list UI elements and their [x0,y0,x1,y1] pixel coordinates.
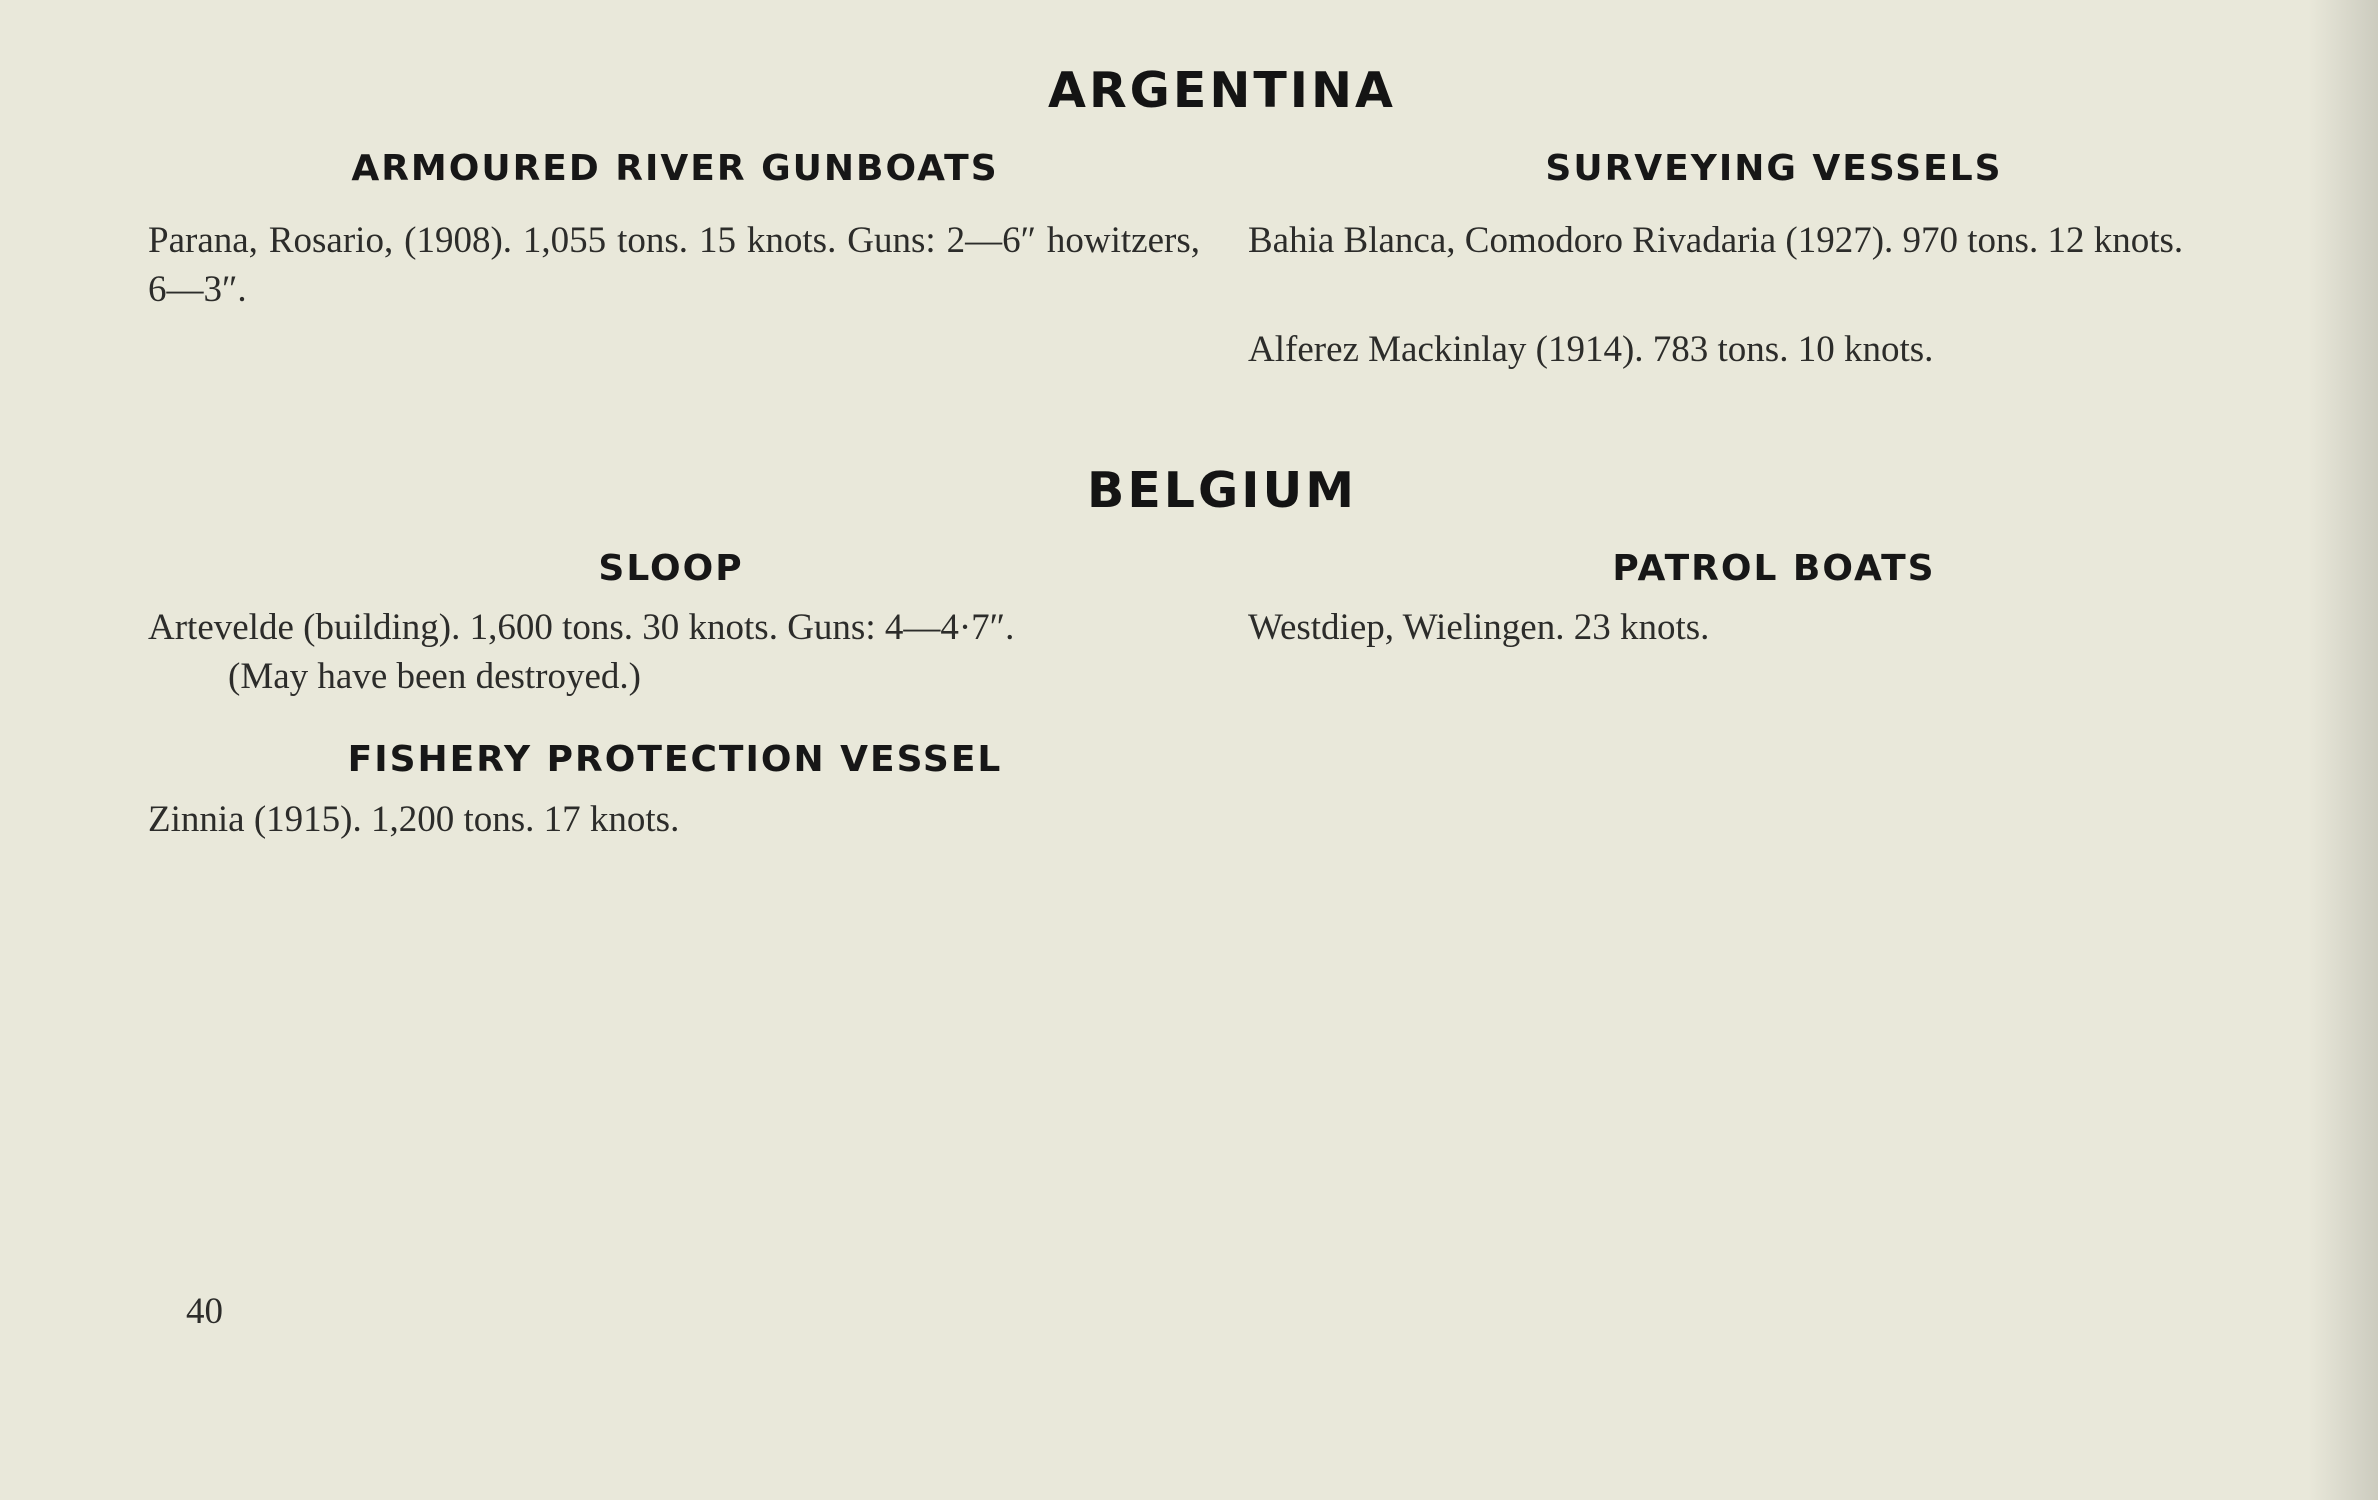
entry-artevelde: Artevelde (building). 1,600 tons. 30 knots. Guns: 4—4·7″. [148,607,1015,648]
heading-fishery-protection-vessel: FISHERY PROTECTION VESSEL [347,739,1003,780]
heading-sloop: SLOOP [598,548,744,589]
page-number: 40 [186,1291,223,1332]
entry-alferez-mackinlay: Alferez Mackinlay (1914). 783 tons. 10 knots. [1248,329,1934,370]
country-title-argentina: ARGENTINA [1048,62,1396,119]
heading-armoured-river-gunboats: ARMOURED RIVER GUNBOATS [351,148,999,189]
entry-artevelde-note: (May have been destroyed.) [228,656,641,697]
entry-bahia-blanca: Bahia Blanca, Comodoro Rivadaria (1927). 970 tons. 12 knots. [1248,220,2184,261]
entry-zinnia: Zinnia (1915). 1,200 tons. 17 knots. [148,799,680,840]
heading-patrol-boats: PATROL BOATS [1612,548,1936,589]
country-title-belgium: BELGIUM [1086,462,1358,519]
entry-parana-rosario: Parana, Rosario, (1908). 1,055 tons. 15 knots. Guns: 2—6″ howitzers, 6—3″. [148,220,1200,310]
entry-westdiep-wielingen: Westdiep, Wielingen. 23 knots. [1248,607,1710,648]
page-edge-shadow [2308,0,2378,1500]
heading-surveying-vessels: SURVEYING VESSELS [1545,148,2003,189]
